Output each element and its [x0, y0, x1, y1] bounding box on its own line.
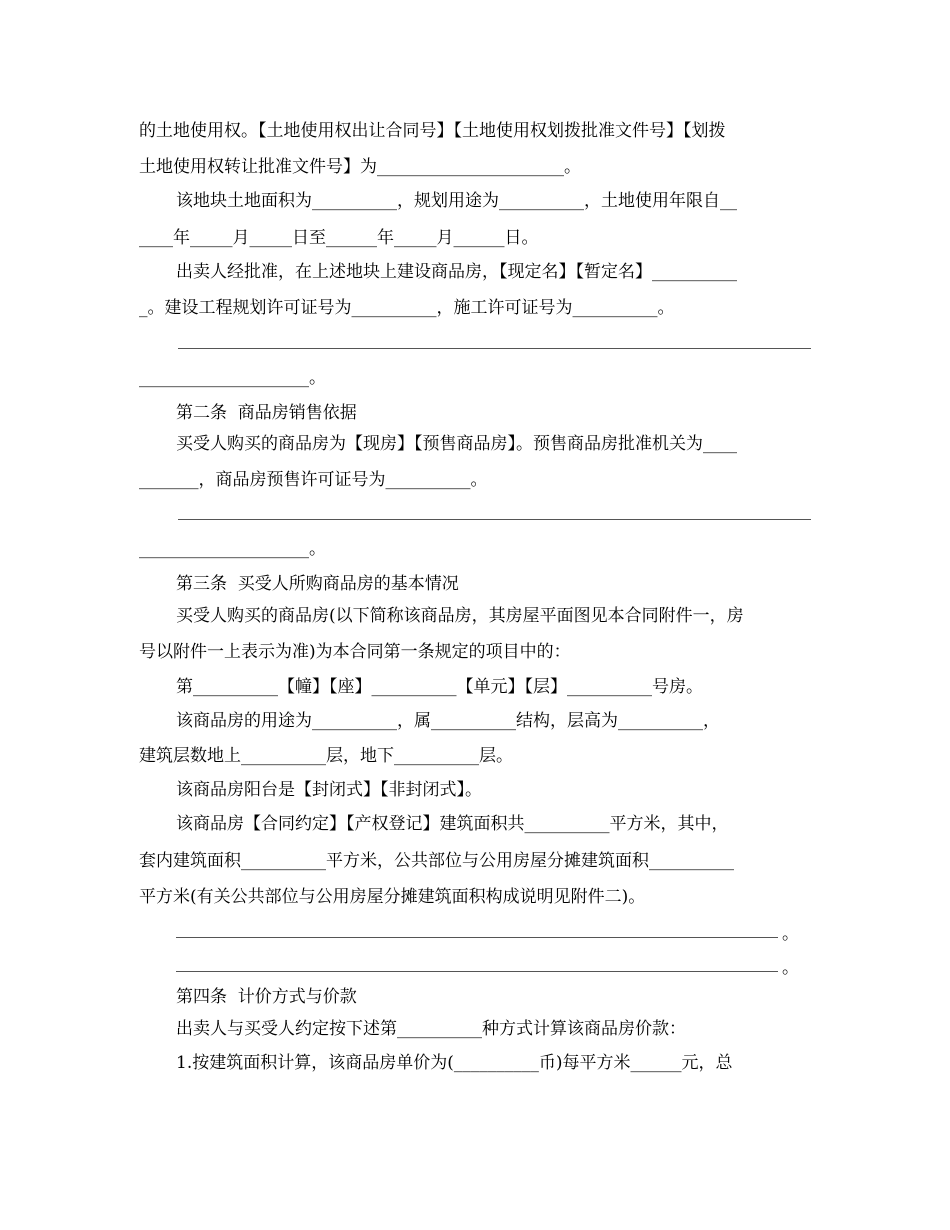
text-line-19: 平方米(有关公共部位与公用房屋分摊建筑面积构成说明见附件二)。 — [139, 887, 646, 907]
text-line-4: ____年_____月_____日至______年_____月______日。 — [139, 228, 539, 248]
text-line-15: 建筑层数地上__________层，地下__________层。 — [139, 746, 513, 766]
article-2-heading: 第二条 商品房销售依据 — [176, 403, 357, 423]
text-line-1: 的土地使用权。【土地使用权出让合同号】【土地使用权划拨批准文件号】【划拨 — [139, 121, 726, 141]
text-line-3: 该地块土地面积为__________，规划用途为__________，土地使用年限自__ — [176, 191, 737, 211]
blank-rule-3 — [176, 937, 778, 938]
text-line-16: 该商品房阳台是【封闭式】【非封闭式】。 — [176, 780, 482, 800]
blank-rule-4-period: 。 — [782, 958, 799, 978]
text-line-12: 号以附件一上表示为准)为本合同第一条规定的项目中的： — [139, 642, 571, 662]
text-line-2: 土地使用权转让批准文件号】为______________________。 — [139, 157, 581, 177]
text-line-5: 出卖人经批准，在上述地块上建设商品房，【现定名】【暂定名】__________ — [176, 262, 737, 282]
article-4-heading: 第四条 计价方式与价款 — [176, 987, 357, 1007]
text-line-21: 1.按建筑面积计算，该商品房单价为(__________币)每平方米______元，总 — [176, 1053, 733, 1073]
text-line-13: 第__________【幢】【座】__________【单元】【层】__________号房。 — [176, 677, 703, 697]
blank-rule-1 — [178, 348, 811, 349]
text-line-6: _。建设工程规划许可证号为__________，施工许可证号为__________。 — [139, 298, 675, 318]
text-line-9: _______，商品房预售许可证号为__________。 — [139, 470, 488, 490]
text-line-20: 出卖人与买受人约定按下述第__________种方式计算该商品房价款： — [176, 1019, 686, 1039]
text-line-14: 该商品房的用途为__________，属__________结构，层高为__________， — [176, 711, 720, 731]
text-line-7: ____________________。 — [139, 368, 326, 388]
blank-rule-4 — [176, 971, 778, 972]
text-line-11: 买受人购买的商品房(以下简称该商品房，其房屋平面图见本合同附件一，房 — [176, 606, 744, 626]
blank-rule-2 — [178, 519, 811, 520]
text-line-10: ____________________。 — [139, 539, 326, 559]
article-3-heading: 第三条 买受人所购商品房的基本情况 — [176, 574, 459, 594]
text-line-18: 套内建筑面积__________平方米，公共部位与公用房屋分摊建筑面积__________ — [139, 851, 734, 871]
text-line-8: 买受人购买的商品房为【现房】【预售商品房】。预售商品房批准机关为____ — [176, 434, 737, 454]
blank-rule-3-period: 。 — [782, 924, 799, 944]
text-line-17: 该商品房【合同约定】【产权登记】建筑面积共__________平方米，其中， — [176, 814, 729, 834]
